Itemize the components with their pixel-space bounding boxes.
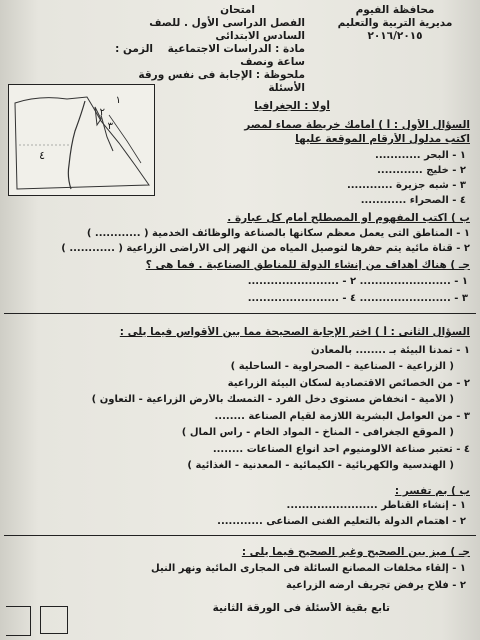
directorate: مديرية التربية والتعليم [337, 17, 453, 29]
q1-b-title: ب ) اكتب المفهوم أو المصطلح أمام كل عبارة . [227, 212, 470, 224]
q2-item-options: ( الزراعية - الصناعية - الصحراوية - الساحلية ) [230, 361, 454, 372]
q1-item: ٢ - خليج ............ [377, 165, 466, 176]
q1-item: ١ - البحر ............ [375, 150, 466, 161]
exam-title: امتحان [220, 4, 255, 16]
q2-item-stem: ٣ - من العوامل البشرية اللازمة لقيام الصناعة ........ [214, 411, 470, 422]
footer-note: تابع بقية الأسئلة فى الورقة الثانية [212, 602, 390, 614]
q2-c-title: جـ ) ميز بين الصحيح وغير الصحيح فيما يلى : [241, 546, 470, 558]
corner-box [6, 606, 31, 636]
q2-title: السؤال الثانى : أ ) اختر الإجابة الصحيحة مما بين الأقواس فيما يلى : [119, 326, 470, 338]
map-label-4: ٤ [39, 149, 45, 162]
q2-item-stem: ١ - تمدنا البيئة بـ ........ بالمعادن [311, 345, 470, 356]
q1-item: ٤ - الصحراء ............ [360, 195, 466, 206]
exam-time: الزمن : ساعة ونصف [115, 43, 305, 68]
q2-item-options: ( الموقع الجغرافى - المناخ - المواد الخام - رأس المال ) [181, 427, 454, 438]
score-box [40, 606, 68, 634]
governorate: محافظة الفيوم [355, 4, 435, 16]
map-label-2: ٢ [99, 107, 105, 118]
q1-title: السؤال الأول : أ ) أمامك خريطة صماء لمصر [244, 119, 470, 131]
q2-item-stem: ٢ - من الخصائص الاقتصادية لسكان البيئة الزراعية [227, 378, 470, 389]
section-title-geography: أولا : الجغرافيا [254, 100, 330, 112]
q1-c-item: ٣ - ........................ ٤ - ........................ [247, 293, 468, 304]
q1-b-item: ١ - المناطق التى يعمل معظم سكانها بالصناعة والوظائف الخدمية ( ............ ) [86, 228, 470, 239]
school-year: ٢٠١٦/٢٠١٥ [367, 30, 423, 42]
q2-c-item: ١ - إلقاء مخلفات المصانع السائلة فى المجارى المائية ونهر النيل [151, 563, 466, 574]
q2-item-stem: ٤ - تعتبر صناعة الألومنيوم أحد أنواع الصناعات ........ [212, 444, 470, 455]
map-label-1: ١ [115, 95, 121, 106]
exam-note: ملحوظة : الإجابة فى نفس ورقة الأسئلة [138, 69, 305, 94]
q2-item-options: ( الأمية - انخفاض مستوى دخل الفرد - التمسك بالأرض الزراعية - التعاون ) [91, 394, 454, 405]
q1-c-title: جـ ) هناك أهداف من إنشاء الدولة للمناطق الصناعية . فما هى ؟ [145, 259, 470, 271]
q2-b-item: ٢ - اهتمام الدولة بالتعليم الفنى الصناعى ............ [217, 516, 466, 527]
q2-item-options: ( الهندسية والكهربائية - الكيمائية - المعدنية - الغذائية ) [187, 460, 454, 471]
section-divider [4, 313, 476, 314]
map-label-3: ٣ [107, 121, 113, 132]
q2-b-title: ب ) بم تفسر : [394, 485, 470, 497]
q1-b-item: ٢ - قناة مائية يتم حفرها لتوصيل المياه من النهر إلى الأراضى الزراعية ( ............ ) [61, 243, 470, 254]
exam-subject: مادة : الدراسات الاجتماعية [167, 43, 305, 55]
q2-c-item: ٢ - فلاح يرفض تجريف أرضه الزراعية [286, 580, 466, 591]
q1-c-item: ١ - ........................ ٢ - ........................ [247, 276, 468, 287]
header-right [320, 4, 470, 43]
q1-item: ٣ - شبه جزيرة ............ [346, 180, 466, 191]
exam-term: الفصل الدراسى الأول . للصف السادس الابتدائى [149, 17, 305, 42]
q1-instruction: اكتب مدلول الأرقام الموقعة عليها [295, 133, 470, 145]
section-divider [4, 535, 476, 536]
q2-b-item: ١ - إنشاء القناطر ........................ [286, 500, 466, 511]
header-center [105, 4, 305, 95]
exam-subject-time [105, 43, 305, 69]
